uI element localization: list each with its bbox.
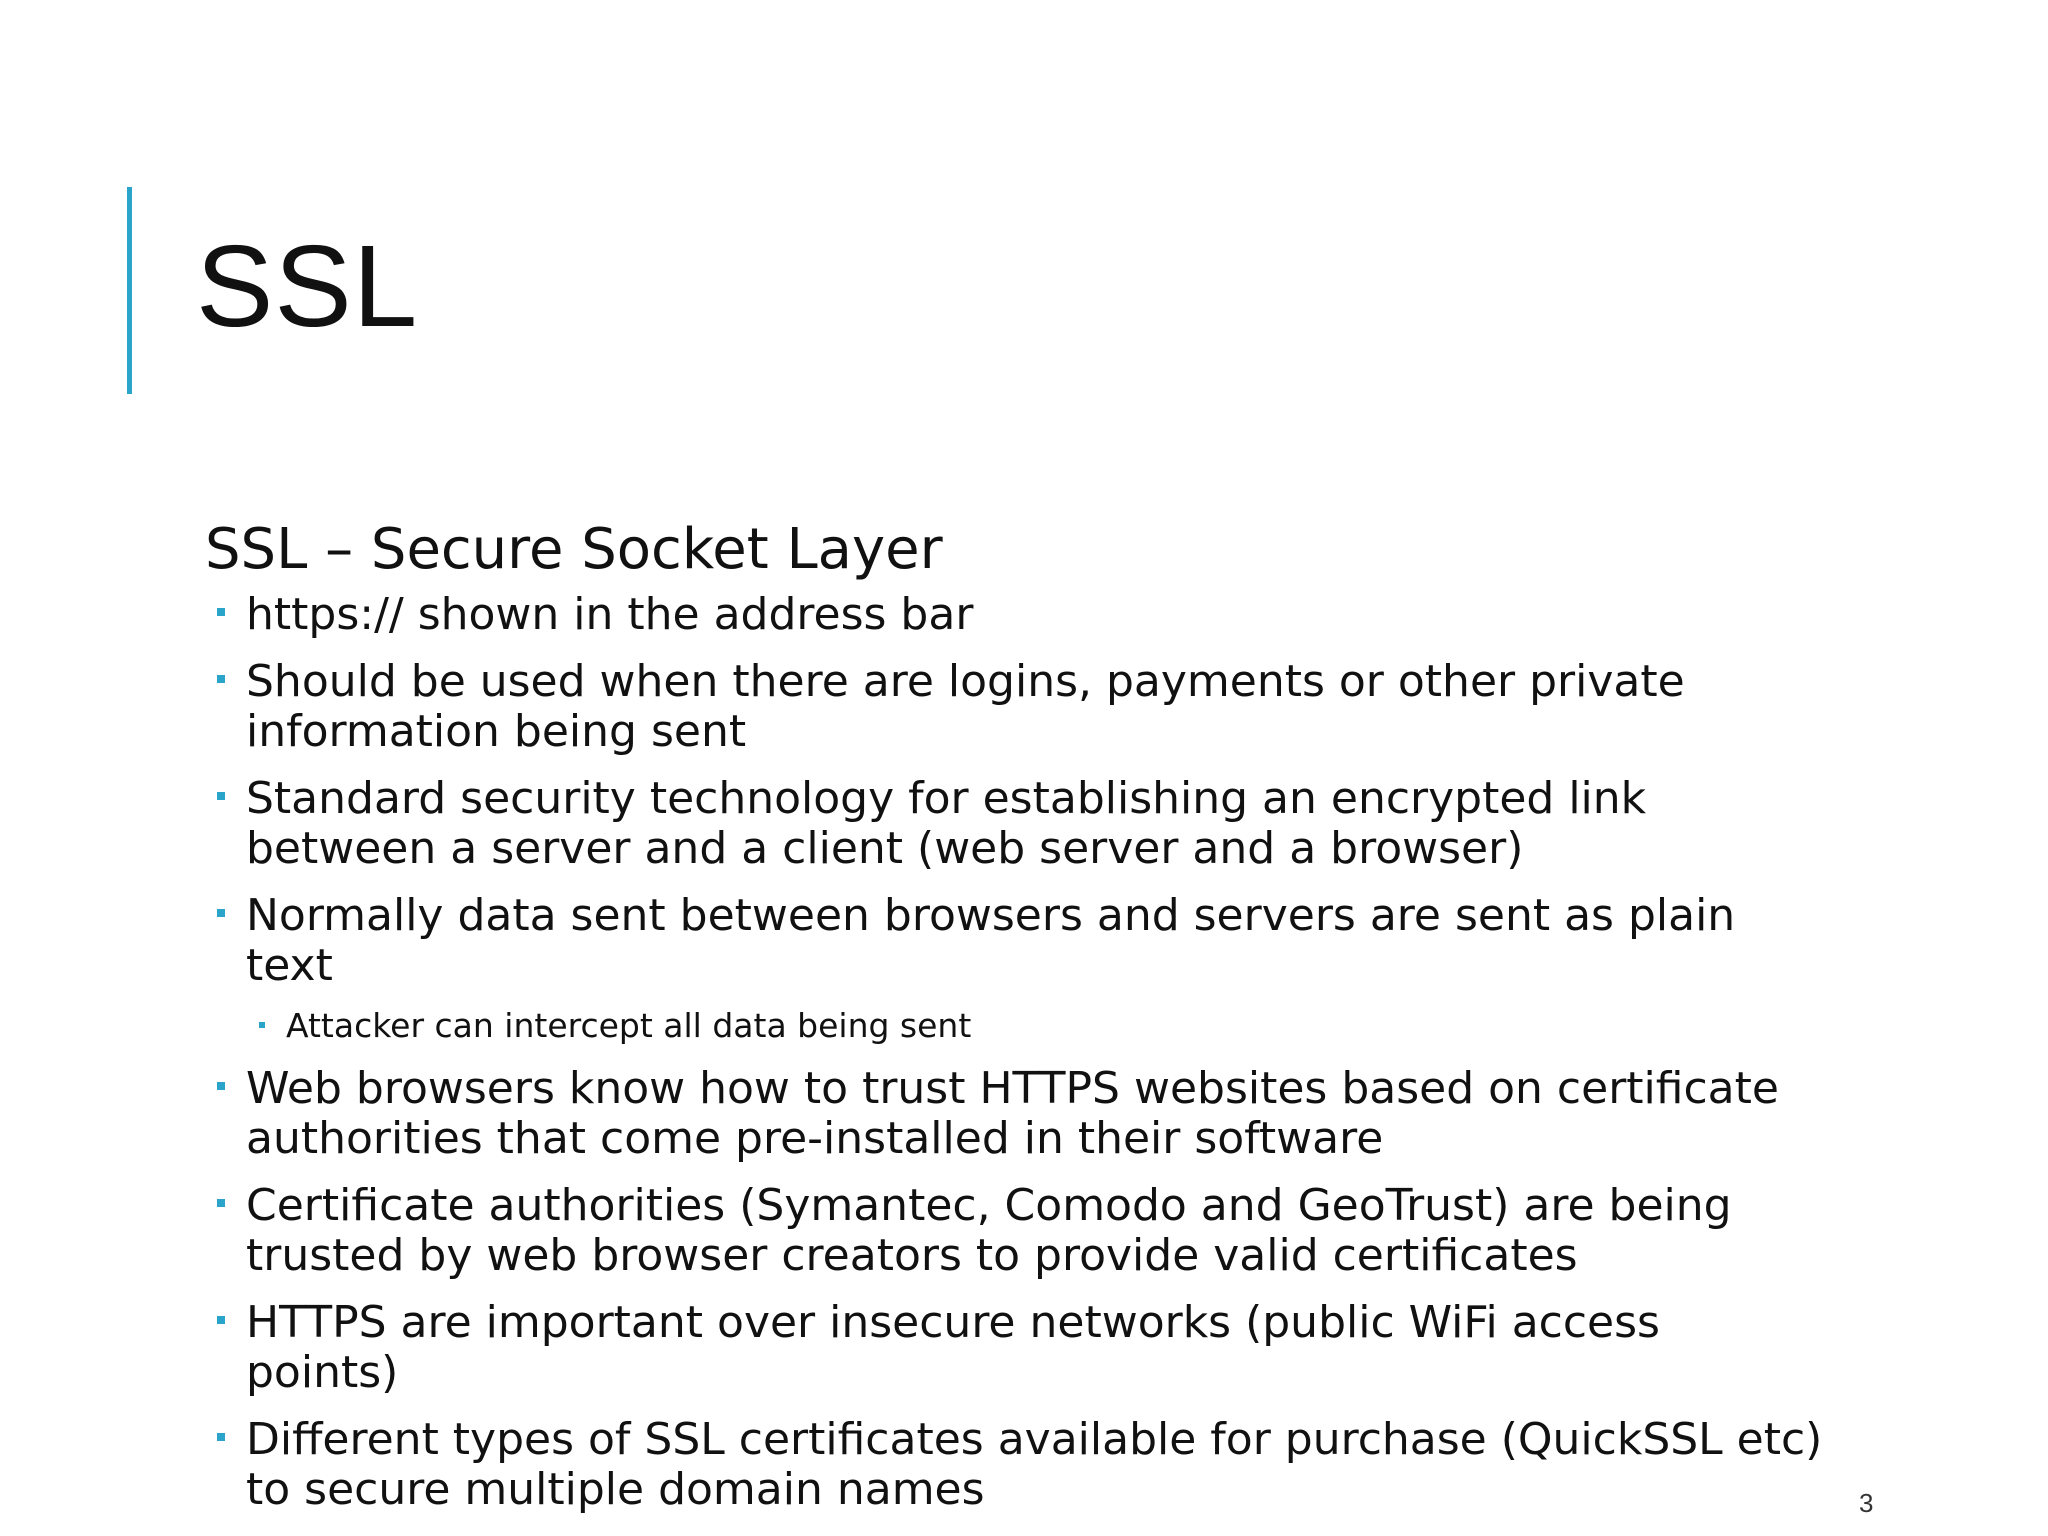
- bullet-text: Attacker can intercept all data being sent: [286, 1006, 972, 1045]
- square-bullet-icon: [217, 1433, 225, 1441]
- bullet-text: Certificate authorities (Symantec, Comodo and GeoTrust) are being trusted by web browser creators to provide valid certificates: [246, 1180, 1732, 1281]
- bullet-text: Normally data sent between browsers and servers are sent as plain text: [246, 890, 1736, 991]
- bullet-text: Standard security technology for establishing an encrypted link between a server and a client (web server and a browser): [246, 773, 1647, 874]
- bullet-text: HTTPS are important over insecure networks (public WiFi access points): [246, 1297, 1660, 1398]
- bullet-text: Different types of SSL certificates available for purchase (QuickSSL etc) to secure multiple domain names: [246, 1414, 1823, 1515]
- bullet-item: [205, 1181, 1825, 1281]
- title-accent-bar: [127, 187, 132, 394]
- square-bullet-icon: [217, 1199, 225, 1207]
- bullet-item: [205, 1415, 1825, 1515]
- page-number: 3: [1859, 1488, 1874, 1518]
- sub-bullet-item: [205, 1006, 1825, 1046]
- square-bullet-icon: [259, 1022, 265, 1028]
- bullet-item: [205, 1298, 1825, 1398]
- square-bullet-icon: [217, 792, 225, 800]
- bullet-text: https:// shown in the address bar: [246, 589, 974, 640]
- bullet-text: Should be used when there are logins, payments or other private information being sent: [246, 656, 1685, 757]
- square-bullet-icon: [217, 909, 225, 917]
- square-bullet-icon: [217, 1316, 225, 1324]
- bullet-item: [205, 891, 1825, 991]
- slide-heading: SSL – Secure Socket Layer: [205, 517, 943, 582]
- bullet-item: [205, 590, 1825, 640]
- square-bullet-icon: [217, 675, 225, 683]
- bullet-text: Web browsers know how to trust HTTPS websites based on certificate authorities that come pre-installed in their software: [246, 1063, 1779, 1164]
- bullet-item: [205, 657, 1825, 757]
- bullet-list: [205, 590, 1825, 1515]
- bullet-item: [205, 1064, 1825, 1164]
- square-bullet-icon: [217, 608, 225, 616]
- bullet-item: [205, 774, 1825, 874]
- square-bullet-icon: [217, 1082, 225, 1090]
- slide-content: [205, 518, 1825, 1532]
- slide-title: SSL: [196, 221, 419, 351]
